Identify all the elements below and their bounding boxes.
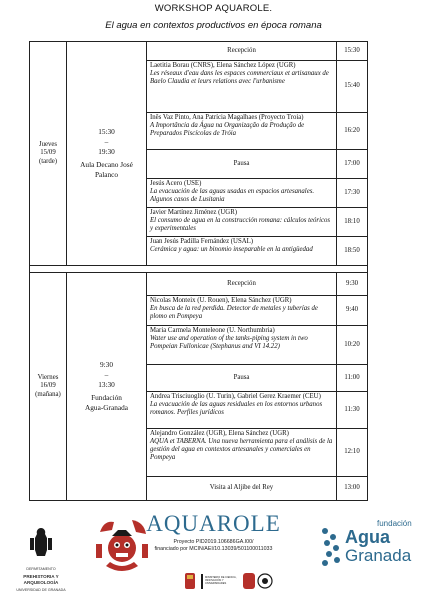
talk-title: Water use and operation of the tanks-piping system in two Pompeian Fullonicae (Stephanus and VI 14.22) — [150, 335, 308, 351]
agua-label: Agua — [345, 527, 390, 547]
talk-authors: Andrea Trisciuoglio (U. Turin), Gabriel Gerez Kraemer (CEU) — [150, 393, 321, 400]
day2-hour-3: 11:00 — [337, 365, 368, 392]
day1-hour-4: 17:30 — [337, 179, 368, 208]
fundacion-label: fundación — [377, 519, 412, 528]
day1-hour-1: 15:40 — [337, 61, 368, 113]
talk-title: Cerámica y agua: un binomio inseparable en la antigüedad — [150, 246, 313, 254]
day1-time-cell — [67, 42, 147, 266]
day1-time-end: 19:30 — [98, 147, 115, 157]
talk-cell — [147, 237, 337, 266]
day2-date: 16/09 — [40, 382, 56, 390]
day2-reception: Recepción — [147, 273, 337, 296]
department-text-2: PREHISTORIA Y ARQUEOLOGÍA — [23, 573, 59, 585]
department-text-3: UNIVERSIDAD DE GRANADA — [16, 587, 66, 592]
talk-authors: Laetitia Borau (CNRS), Elena Sánchez López (UGR) — [150, 62, 296, 69]
granada-label: Granada — [345, 546, 412, 565]
day2-hour-1: 9:40 — [337, 296, 368, 326]
ministry-text: MINISTERIO DE CIENCIA, INNOVACIÓN Y UNIVERSIDADES — [205, 576, 237, 586]
day1-hour-0: 15:30 — [337, 42, 368, 61]
talk-cell — [147, 296, 337, 326]
day2-hour-4: 11:30 — [337, 392, 368, 429]
talk-authors: Inês Vaz Pinto, Ana Patrícia Magalhaes (Proyecto Troia) — [150, 114, 304, 121]
day2-hour-0: 9:30 — [337, 273, 368, 296]
talk-authors: Alejandro González (UGR), Elena Sánchez (UGR) — [150, 430, 289, 437]
day2-hour-2: 10:20 — [337, 326, 368, 365]
day2-venue: Fundación Agua-Granada — [85, 392, 128, 412]
talk-title: Les réseaux d'eau dans les espaces commerciaux et artisanaux de Baelo Claudia et leurs relations avec l'urbanisme — [150, 70, 329, 86]
department-text-1: DEPARTAMENTO — [26, 567, 56, 571]
talk-cell — [147, 392, 337, 429]
sponsor-logos — [183, 571, 273, 598]
table-row-spacer — [30, 266, 368, 273]
talk-title: La evacuación de las aguas usadas en espacios artesanales. Algunos casos de Lusitania — [150, 188, 315, 204]
day1-venue: Aula Decano José Palanco — [80, 159, 133, 179]
day1-dash: – — [104, 137, 109, 147]
day2-time-end: 13:30 — [98, 380, 115, 390]
day2-pause: Pausa — [147, 365, 337, 392]
project-info — [110, 539, 317, 553]
day1-part: (tarde) — [38, 157, 58, 165]
day2-hour-6: 13:00 — [337, 477, 368, 501]
talk-title: La evacuación de las aguas residuales en los entornos urbanos romanos. Perfiles jurídicos — [150, 401, 323, 417]
talk-cell — [147, 113, 337, 150]
talk-cell — [147, 208, 337, 237]
day1-reception: Recepción — [147, 42, 337, 61]
project-line-1: Proyecto PID2019.106686GA.I00/ — [173, 539, 254, 545]
day2-visit: Visita al Aljibe del Rey — [147, 477, 337, 501]
talk-authors: Nicolas Monteix (U. Rouen), Elena Sánchez (UGR) — [150, 297, 292, 304]
day2-time-start: 9:30 — [100, 360, 113, 370]
day1-hour-2: 16:20 — [337, 113, 368, 150]
day2-hour-5: 12:10 — [337, 429, 368, 477]
day2-part: (mañana) — [35, 390, 61, 398]
schedule-table — [29, 41, 368, 501]
day1-date: 15/09 — [40, 149, 56, 157]
talk-title: En busca de la red perdida. Detector de metales y tuberías de plomo en Pompeya — [150, 305, 318, 321]
day1-cell — [30, 42, 67, 266]
table-row — [30, 273, 368, 296]
day1-hour-6: 18:50 — [337, 237, 368, 266]
workshop-title: WORKSHOP AQUAROLE. — [154, 3, 273, 14]
department-logo — [8, 526, 74, 592]
talk-cell — [147, 326, 337, 365]
day2-dash: – — [104, 370, 109, 380]
talk-cell — [147, 179, 337, 208]
talk-cell — [147, 429, 337, 477]
talk-title: AQUA et TABERNA. Una nueva herramienta para el análisis de la gestión del agua en contextos artesanales y comerciales en Pompeya — [150, 438, 333, 462]
day1-weekday: Jueves — [38, 141, 58, 149]
day1-hour-3: 17:00 — [337, 150, 368, 179]
aquarole-brand: AQUAROLE — [146, 511, 281, 536]
talk-authors: Maria Carmela Monteleone (U. Northumbria) — [150, 327, 275, 334]
table-row — [30, 42, 368, 61]
talk-authors: Javier Martínez Jiménez (UGR) — [150, 209, 238, 216]
talk-title: El consumo de agua en la construcción romana: cálculos teóricos y experimentales — [150, 217, 331, 233]
talk-title: A Importância da Água na Organização da Produção de Preparados Piscícolas de Tróia — [150, 122, 305, 138]
figurine-icon — [8, 526, 74, 560]
workshop-subtitle: El agua en contextos productivos en época romana — [105, 20, 322, 31]
day2-time-cell — [67, 273, 147, 501]
day1-hour-5: 18:10 — [337, 208, 368, 237]
day1-pause: Pausa — [147, 150, 337, 179]
talk-cell — [147, 61, 337, 113]
day1-time-start: 15:30 — [98, 127, 115, 137]
talk-authors: Jesús Acero (USE) — [150, 180, 202, 187]
water-drops-icon — [317, 523, 345, 573]
day2-cell — [30, 273, 67, 501]
project-line-2: financiado por MCIN/AEI/10.13039/501100011033 — [154, 546, 273, 553]
day2-weekday: Viernes — [37, 374, 59, 382]
talk-authors: Juan Jesús Padilla Fernández (USAL) — [150, 238, 254, 245]
